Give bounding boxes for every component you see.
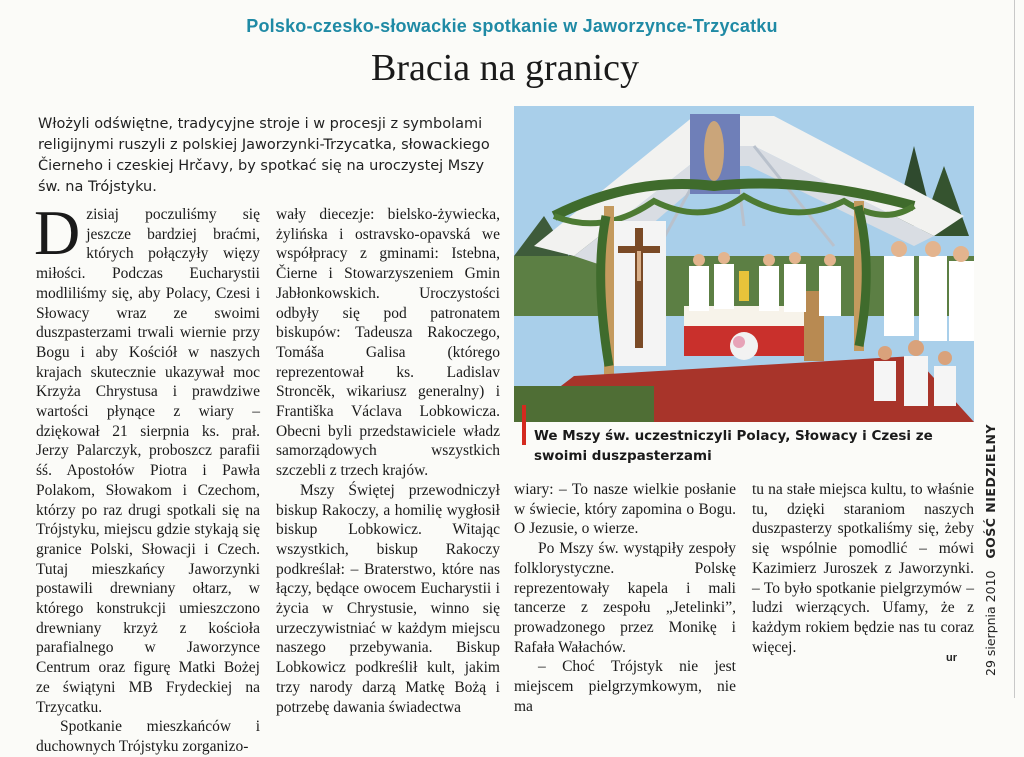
body-paragraph: [34, 197, 260, 717]
article-photo: [514, 106, 974, 422]
issue-date: 29 sierpnia 2010: [983, 570, 998, 676]
issue-footer: [983, 424, 998, 676]
body-paragraph: Spotkanie mieszkańców i duchownych Trójstyku zorganizo-: [36, 718, 260, 755]
drop-cap: D: [34, 197, 81, 268]
body-column-3: [514, 480, 736, 715]
article-kicker: Polsko-czesko-słowackie spotkanie w Jaworzynce-Trzycatku: [246, 16, 778, 36]
caption-marker: [522, 405, 526, 445]
body-paragraph: wały diecezje: bielsko-żywiecka, żylińska i ostravsko-opavská we współpracy z gminami: Istebna, Čierne i Stowarzyszeniem Gmin Jabłonkowskich. Uroczystości odbyły się pod patronatem biskupów: Tadeusza Rakoczego, Tomáša Galisa (którego reprezentował ks. Ladislav Stroncĕk, wikariusz generalny) i Františka Václava Lobkowicza. Obecni byli przedstawiciele władz samorządowych wszystkich szczebli z trzech krajów.: [276, 206, 500, 480]
author-signature: ur: [946, 652, 957, 664]
body-column-1: [34, 197, 260, 755]
page-edge-rule: [1014, 0, 1015, 698]
body-column-4: [752, 480, 974, 670]
body-column-2: [276, 205, 500, 716]
body-paragraph: Mszy Świętej przewodniczył biskup Rakoczy, a homilię wygłosił biskup Lobkowicz. Witając wszystkich, biskup Rakoczy podkreślał: – Braterstwo, które nas łączy, będące owocem Eucharystii i życia w Chrystusie, winno się urzeczywistniać w każdym miejscu naszego przebywania. Biskup Lobkowicz podkreślił kult, jakim trzy narody darzą Matkę Bożą i potrzebę dawania świadectwa: [276, 481, 500, 716]
article-lead: Włożyli odświętne, tradycyjne stroje i w procesji z symbolami religijnymi ruszyli z polskiej Jaworzynki-Trzycatka, słowackiego Čierneho i czeskiej Hrčavy, by spotkać się na uroczystej Mszy św. na Trójstyku.: [38, 116, 490, 195]
photo-caption: We Mszy św. uczestniczyli Polacy, Słowacy i Czesi ze swoimi duszpasterzami: [534, 428, 933, 464]
body-paragraph: wiary: – To nasze wielkie posłanie w świecie, który zapomina o Bogu. O Jezusie, o wierze.: [514, 481, 736, 538]
body-paragraph: tu na stałe miejsca kultu, to właśnie tu, dzięki staraniom naszych duszpasterzy spotkaliśmy się, żeby się wspólnie pomodlić – mówi Kazimierz Juroszek z Jaworzynki. – To było spotkanie pielgrzymów – ludzi wierzących. Ufamy, że z każdym rokiem będzie nas tu coraz więcej.: [752, 481, 974, 656]
mass-scene-illustration: [514, 106, 974, 422]
publication-name: GOŚĆ NIEDZIELNY: [983, 423, 998, 559]
paragraph-text: zisiaj poczuliśmy się jeszcze bardziej braćmi, których połączyły więzy miłości. Podczas Eucharystii modliliśmy się, aby Polacy, Czesi i Słowacy wraz ze swoimi duszpasterzami trwali wiernie przy Bogu i aby Kościół w naszych krajach skutecznie ukazywał moc Krzyża Chrystusa i prawdziwe wartości płynące z wiary – dziękował 21 sierpnia ks. prał. Jerzy Palarczyk, proboszcz parafii śś. Apostołów Piotra i Pawła Polakom, Słowakom i Czechom, którzy po raz drugi spotkali się na Trójstyku, miejscu gdzie stykają się granice Polski, Słowacji i Czech. Tutaj mieszkańcy Jaworzynki postawili drewniany ołtarz, w którego konstrukcji umieszczono drewniany krzyż z kościoła parafialnego w Jaworzynce Centrum oraz figurę Matki Bożej ze świątyni MB Frydeckiej na Trzycatku.: [36, 206, 260, 716]
body-paragraph: – Choć Trójstyk nie jest miejscem pielgrzymkowym, nie ma: [514, 658, 736, 715]
body-paragraph: Po Mszy św. wystąpiły zespoły folklorystyczne. Polskę reprezentowały kapela i mali tancerze z zespołu „Jetelinki”, prowadzonego przez Monikę i Rafała Wałachów.: [514, 540, 736, 656]
article-headline: Bracia na granicy: [371, 47, 639, 89]
